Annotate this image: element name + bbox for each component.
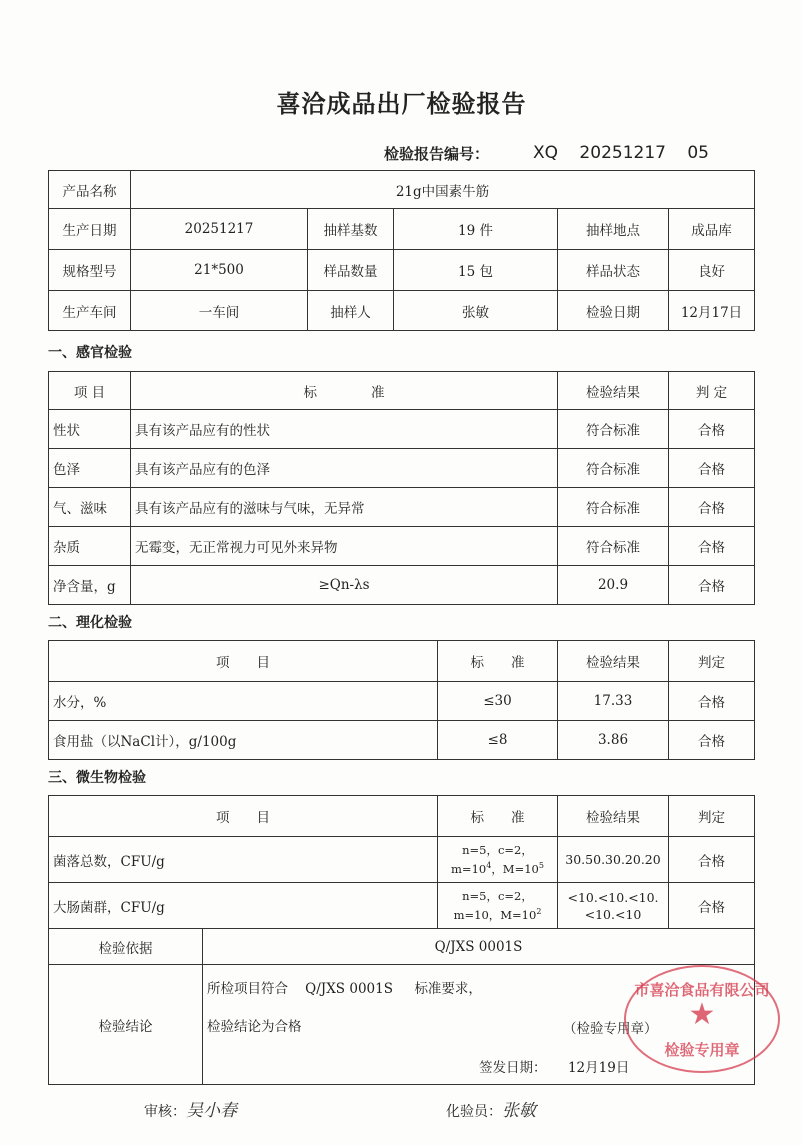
sensory-judge: 合格 xyxy=(669,566,755,605)
prod-date-label: 生产日期 xyxy=(49,209,131,250)
sensory-item: 杂质 xyxy=(49,527,131,566)
sensory-standard: ≥Qn-λs xyxy=(131,566,558,605)
micro-result: <10.<10.<10.<10.<10 xyxy=(558,883,669,929)
sensory-result: 符合标准 xyxy=(558,410,669,449)
sensory-judge: 合格 xyxy=(669,449,755,488)
sensory-standard: 具有该产品应有的滋味与气味，无异常 xyxy=(131,488,558,527)
report-no-label: 检验报告编号： xyxy=(384,145,490,163)
section-micro-title: 三、微生物检验 xyxy=(48,770,146,786)
sensory-standard: 具有该产品应有的性状 xyxy=(131,410,558,449)
micro-judge: 合格 xyxy=(669,837,755,883)
physchem-result: 17.33 xyxy=(558,682,669,721)
micro-standard-line1: n=5，c=2， xyxy=(462,889,533,904)
physchem-header-standard: 标 准 xyxy=(438,641,558,682)
sensory-item: 色泽 xyxy=(49,449,131,488)
micro-standard-line2: $m=10^4$，$M=10^5$ xyxy=(451,861,544,876)
physchem-item: 食用盐（以NaCl计），g/100g xyxy=(49,721,438,760)
physchem-header-judge: 判定 xyxy=(669,641,755,682)
sensory-header-standard: 标 准 xyxy=(131,372,558,410)
report-no-value: XQ 20251217 05 xyxy=(533,143,709,163)
physchem-judge: 合格 xyxy=(669,721,755,760)
physchem-table xyxy=(48,640,755,760)
sampler-label: 抽样人 xyxy=(308,291,394,331)
stamp-bottom-text: 检验专用章 xyxy=(664,1041,740,1059)
sensory-item: 净含量，g xyxy=(49,566,131,605)
sensory-table xyxy=(48,371,755,605)
conclusion-line1: 所检项目符合 Q/JXS 0001S 标准要求， xyxy=(207,981,482,997)
sensory-item: 性状 xyxy=(49,410,131,449)
product-info-table xyxy=(48,170,755,331)
sampler-value: 张敏 xyxy=(394,291,558,331)
workshop-value: 一车间 xyxy=(131,291,308,331)
sensory-judge: 合格 xyxy=(669,527,755,566)
sensory-header-result: 检验结果 xyxy=(558,372,669,410)
sample-qty-value: 15 包 xyxy=(394,250,558,291)
spec-value: 21*500 xyxy=(131,250,308,291)
table-row xyxy=(49,721,755,760)
prod-date-value: 20251217 xyxy=(131,209,308,250)
sample-place-label: 抽样地点 xyxy=(558,209,669,250)
table-row xyxy=(49,449,755,488)
sensory-judge: 合格 xyxy=(669,488,755,527)
physchem-standard: ≤8 xyxy=(438,721,558,760)
basis-value: Q/JXS 0001S xyxy=(203,929,755,965)
table-row xyxy=(49,682,755,721)
sensory-result: 符合标准 xyxy=(558,488,669,527)
sensory-result: 符合标准 xyxy=(558,527,669,566)
table-row xyxy=(49,837,755,883)
page-title: 喜洽成品出厂检验报告 xyxy=(276,90,527,118)
physchem-standard: ≤30 xyxy=(438,682,558,721)
sample-place-value: 成品库 xyxy=(669,209,755,250)
sensory-result: 20.9 xyxy=(558,566,669,605)
micro-header-item: 项 目 xyxy=(49,796,438,837)
sample-base-value: 19 件 xyxy=(394,209,558,250)
physchem-header-result: 检验结果 xyxy=(558,641,669,682)
table-row xyxy=(49,566,755,605)
issue-date: 签发日期： 12月19日 xyxy=(479,1060,630,1076)
sensory-item: 气、滋味 xyxy=(49,488,131,527)
section-sensory-title: 一、感官检验 xyxy=(48,345,132,361)
spec-label: 规格型号 xyxy=(49,250,131,291)
table-row xyxy=(49,410,755,449)
stamp-top-text: 市喜洽食品有限公司 xyxy=(634,981,770,999)
tester-signature: 化验员：张敏 xyxy=(446,1101,536,1121)
sample-state-label: 样品状态 xyxy=(558,250,669,291)
conclusion-label: 检验结论 xyxy=(49,965,203,1085)
sensory-result: 符合标准 xyxy=(558,449,669,488)
conclusion-line2: 检验结论为合格 xyxy=(207,1019,302,1035)
inspect-date-value: 12月17日 xyxy=(669,291,755,331)
micro-standard-line1: n=5，c=2， xyxy=(462,843,533,858)
sensory-standard: 具有该产品应有的色泽 xyxy=(131,449,558,488)
table-row xyxy=(49,527,755,566)
micro-result: 30.50.30.20.20 xyxy=(558,837,669,883)
micro-item: 菌落总数，CFU/g xyxy=(49,837,438,883)
reviewer-signature: 审核：吴小春 xyxy=(144,1101,237,1121)
sample-state-value: 良好 xyxy=(669,250,755,291)
micro-standard xyxy=(438,883,558,929)
inspect-date-label: 检验日期 xyxy=(558,291,669,331)
product-name-label: 产品名称 xyxy=(49,171,131,209)
physchem-header-item: 项 目 xyxy=(49,641,438,682)
basis-label: 检验依据 xyxy=(49,929,203,965)
micro-standard-line2: m=10，$M=10^2$ xyxy=(453,907,542,922)
workshop-label: 生产车间 xyxy=(49,291,131,331)
physchem-item: 水分，% xyxy=(49,682,438,721)
physchem-result: 3.86 xyxy=(558,721,669,760)
micro-header-standard: 标 准 xyxy=(438,796,558,837)
micro-judge: 合格 xyxy=(669,883,755,929)
micro-header-result: 检验结果 xyxy=(558,796,669,837)
sensory-header-judge: 判 定 xyxy=(669,372,755,410)
micro-header-judge: 判定 xyxy=(669,796,755,837)
physchem-judge: 合格 xyxy=(669,682,755,721)
star-icon: ★ xyxy=(688,997,716,1032)
table-row xyxy=(49,883,755,929)
sensory-standard: 无霉变，无正常视力可见外来异物 xyxy=(131,527,558,566)
table-row xyxy=(49,488,755,527)
sample-qty-label: 样品数量 xyxy=(308,250,394,291)
micro-standard xyxy=(438,837,558,883)
product-name-value: 21g中国素牛筋 xyxy=(131,171,755,209)
official-stamp xyxy=(624,965,780,1073)
sample-base-label: 抽样基数 xyxy=(308,209,394,250)
sensory-header-item: 项 目 xyxy=(49,372,131,410)
sensory-judge: 合格 xyxy=(669,410,755,449)
micro-item: 大肠菌群，CFU/g xyxy=(49,883,438,929)
section-physchem-title: 二、理化检验 xyxy=(48,615,132,631)
seal-note: （检验专用章） xyxy=(563,1021,658,1037)
